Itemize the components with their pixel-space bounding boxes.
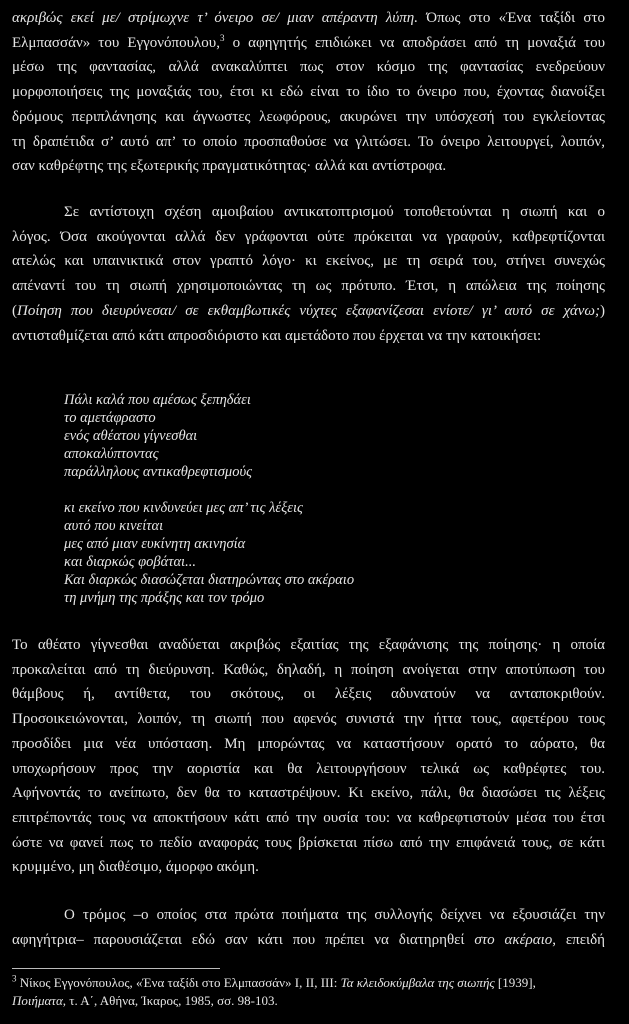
poem-line: και διαρκώς φοβάται...: [64, 554, 196, 570]
poem-line: Και διαρκώς διασώζεται διατηρώντας στο ακέραιο: [64, 572, 355, 588]
footnote: $^3$ Νίκος Εγγονόπουλος, «Ένα ταξίδι στο Ελμπασσάν» I, II, III: Τα κλειδοκύμβαλα της σιωπής [1939], Ποιήματα, τ. Α΄, Αθήνα, Ίκαρος, 1985, σσ. 98-103.: [12, 973, 536, 1008]
poem-stanza-2: [64, 499, 354, 607]
poem-line: αποκαλύπτοντας: [64, 446, 159, 462]
poem-line: παράλληλους αντικαθρεφτισμούς: [64, 464, 252, 480]
footnote-ref: 3: [219, 32, 225, 43]
poem-line: το αμετάφραστο: [64, 410, 156, 426]
paragraph-3: Το αθέατο γίγνεσθαι αναδύεται ακριβώς εξαιτίας της εξαφάνισης της ποίησης· η οποία προκαλείται από τη διεύρυνση. Καθώς, δηλαδή, η ποίηση ανοίγεται στην αποτύπωση του θάμβους ή, αντίθετα, του σκότους, οι λέξεις αδυνατούν να ανταποκριθούν. Προσοικειώνονται, λοιπόν, τη σιωπή που αφενός συνιστά την ήττα τους, αφετέρου τους προσδίδει μια νέα υπόσταση. Μη μπορώντας να καταστήσουν ορατό το αόρατο, θα υποχωρήσουν προς την αοριστία και θα λειτουργήσουν τελικά ως καθρέφτες του. Αφήνοντάς το ανείπωτο, δεν θα το καταστρέψουν. Κι εκείνο, πάλι, θα διασώσει τις λέξεις επιτρέποντάς τους να αποκτήσουν κάτι από την ουσία του: να καθρεφτιστούν μέσα του έτσι ώστε να φανεί πως το πεδίο αναφοράς τους βρίσκεται πίσω από την επιφάνειά τους, σε κάτι κρυμμένο, μη διαθέσιμο, άμορφο ακόμη.: [12, 637, 605, 876]
poem-line: αυτό που κινείται: [64, 518, 164, 534]
poem-line: κι εκείνο που κινδυνεύει μες απ’ τις λέξεις: [64, 500, 303, 516]
paragraph-1: ακριβώς εκεί με/ στρίμωχνε τ’ όνειρο σε/ μιαν απέραντη λύπη. Όπως στο «Ένα ταξίδι στο Ελμπασσάν» του Εγγονόπουλου,$^3$ ο αφηγητής επιδιώκει να αποδράσει από τη μοναξιά του μέσω της φαντασίας, αλλά ανακαλύπτει πως στον κόσμο της φαντασίας ενεδρεύουν μορφοποιήσεις της μοναξιάς του, έτσι κι εδώ είναι το ίδιο το όνειρο που, έχοντας διανοίξει δρόμους περιπλάνησης και άγνωστες λεωφόρους, ακυρώνει την υπόσχεσή του εγκλείοντας τη δραπέτιδα σ’ αυτό απ’ το οποίο προσπαθούσε να γλιτώσει. Το όνειρο λειτουργεί, λοιπόν, σαν καθρέφτης της εξωτερικής πραγματικότητας· αλλά και αντίστροφα.: [12, 10, 605, 175]
footnote-number: 3: [12, 973, 17, 984]
poem-line: Πάλι καλά που αμέσως ξεπηδάει: [64, 392, 251, 408]
quote-inline: ακριβώς εκεί με/ στρίμωχνε τ’ όνειρο σε/ μιαν απέραντη λύπη.: [12, 10, 418, 26]
poem-stanza-1: [64, 391, 252, 481]
paragraph-2: Σε αντίστοιχη σχέση αμοιβαίου αντικατοπτρισμού τοποθετούνται η σιωπή και ο λόγος. Όσα ακούγονται αλλά δεν γράφονται ούτε πρόκειται να γραφούν, καθρεφτίζονται ατελώς και υπαινικτικά στον γραπτό λόγο· κι εκείνος, με τη σειρά του, στήνει συνεχώς απέναντί του τη σιωπή χρησιμοποιώντας τη ως πρότυπο. Έτσι, η απώλεια της ποίησης (Ποίηση που διευρύνεσαι/ σε εκθαμβωτικές νύχτες εξαφανίζεσαι ενίοτε/ γι’ αυτό σε χάνω;) αντισταθμίζεται από κάτι απροσδιόριστο και αμετάδοτο που έρχεται να την κατοικήσει:: [12, 204, 605, 344]
quote-inline: Ποίηση που διευρύνεσαι/ σε εκθαμβωτικές νύχτες εξαφανίζεσαι ενίοτε/ γι’ αυτό σε χάνω;: [17, 302, 600, 319]
poem-line: τη μνήμη της πράξης και τον τρόμο: [64, 590, 265, 606]
poem-line: μες από μιαν ευκίνητη ακινησία: [64, 536, 246, 552]
footnote-divider: [12, 968, 220, 969]
poem-line: ενός αθέατου γίγνεσθαι: [64, 428, 198, 444]
paragraph-4: Ο τρόμος –ο οποίος στα πρώτα ποιήματα της συλλογής δείχνει να εξουσιάζει την αφηγήτρια– παρουσιάζεται εδώ σαν κάτι που πρέπει να διατηρηθεί στο ακέραιο, επειδή: [12, 907, 606, 948]
